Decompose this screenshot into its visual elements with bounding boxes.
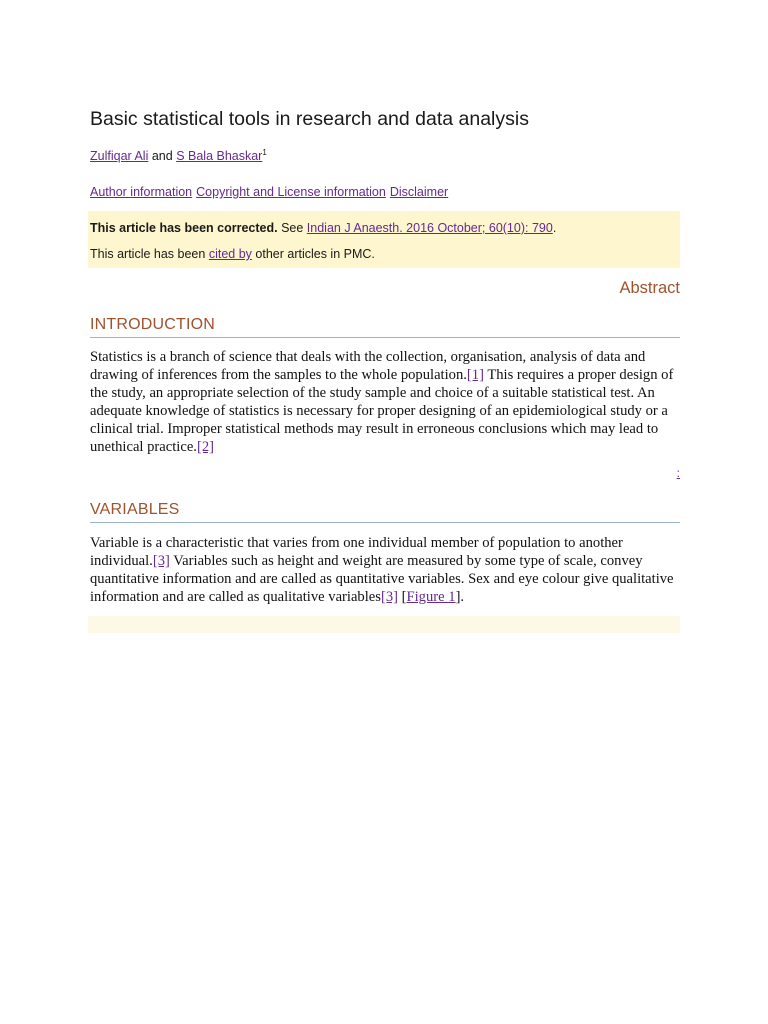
cited-by-line (90, 247, 375, 261)
vars-text-4: ]. (455, 589, 465, 605)
correction-link[interactable]: Indian J Anaesth. 2016 October; 60(10): 790 (306, 221, 553, 235)
corrected-label: This article has been corrected. (90, 221, 278, 235)
reference-link-3b[interactable]: [3] (380, 589, 398, 605)
reference-link-3[interactable]: [3] (152, 553, 170, 569)
author-conjunction: and (151, 149, 173, 163)
author-information-link[interactable]: Author information (90, 185, 193, 199)
reference-link-2[interactable]: [2] (196, 439, 214, 455)
go-to-top-link[interactable]: : (676, 466, 680, 480)
copyright-license-link[interactable]: Copyright and License information (196, 185, 386, 199)
author-link-zulfiqar-ali[interactable]: Zulfiqar Ali (90, 149, 149, 163)
correction-period: . (552, 221, 557, 235)
disclaimer-link[interactable]: Disclaimer (389, 185, 449, 199)
see-text: See (281, 221, 304, 235)
article-title: Basic statistical tools in research and data analysis (90, 108, 529, 130)
author-link-s-bala-bhaskar[interactable]: S Bala Bhaskar (176, 149, 263, 163)
variables-heading: VARIABLES (90, 501, 680, 523)
abstract-link[interactable]: Abstract (619, 279, 680, 297)
variables-paragraph (90, 534, 680, 606)
figure-1-link[interactable]: Figure 1 (406, 589, 456, 605)
figure-panel-strip (88, 616, 680, 633)
introduction-paragraph (90, 348, 680, 456)
vars-text-3: [ (397, 589, 407, 605)
correction-line (90, 221, 556, 235)
intro-text-2: This requires a proper design of the study, an appropriate selection of the study sample and choice of a suitable statistical test. An adequate knowledge of statistics is necessary for proper designing of an epidemiological study or a clinical trial. Improper statistical methods may result in erroneous conclusions which may lead to unethical practice. (90, 367, 674, 455)
article-info-links (90, 185, 452, 199)
introduction-heading: INTRODUCTION (90, 316, 680, 338)
intro-text-1: Statistics is a branch of science that deals with the collection, organisation, analysis of data and drawing of inferences from the samples to the whole population. (90, 349, 646, 383)
reference-link-1[interactable]: [1] (466, 367, 484, 383)
cited-suffix: other articles in PMC. (255, 247, 375, 261)
author-affiliation-sup: 1 (262, 147, 267, 157)
vars-text-2: Variables such as height and weight are measured by some type of scale, convey quantitative information and are called as quantitative variables. Sex and eye colour give qualitative information and are called as qualitative variables (90, 553, 674, 605)
cited-by-link[interactable]: cited by (208, 247, 252, 261)
correction-notice (88, 211, 680, 268)
cited-prefix: This article has been (90, 247, 206, 261)
author-list (90, 149, 267, 163)
vars-text-1: Variable is a characteristic that varies from one individual member of population to another individual. (90, 535, 623, 569)
